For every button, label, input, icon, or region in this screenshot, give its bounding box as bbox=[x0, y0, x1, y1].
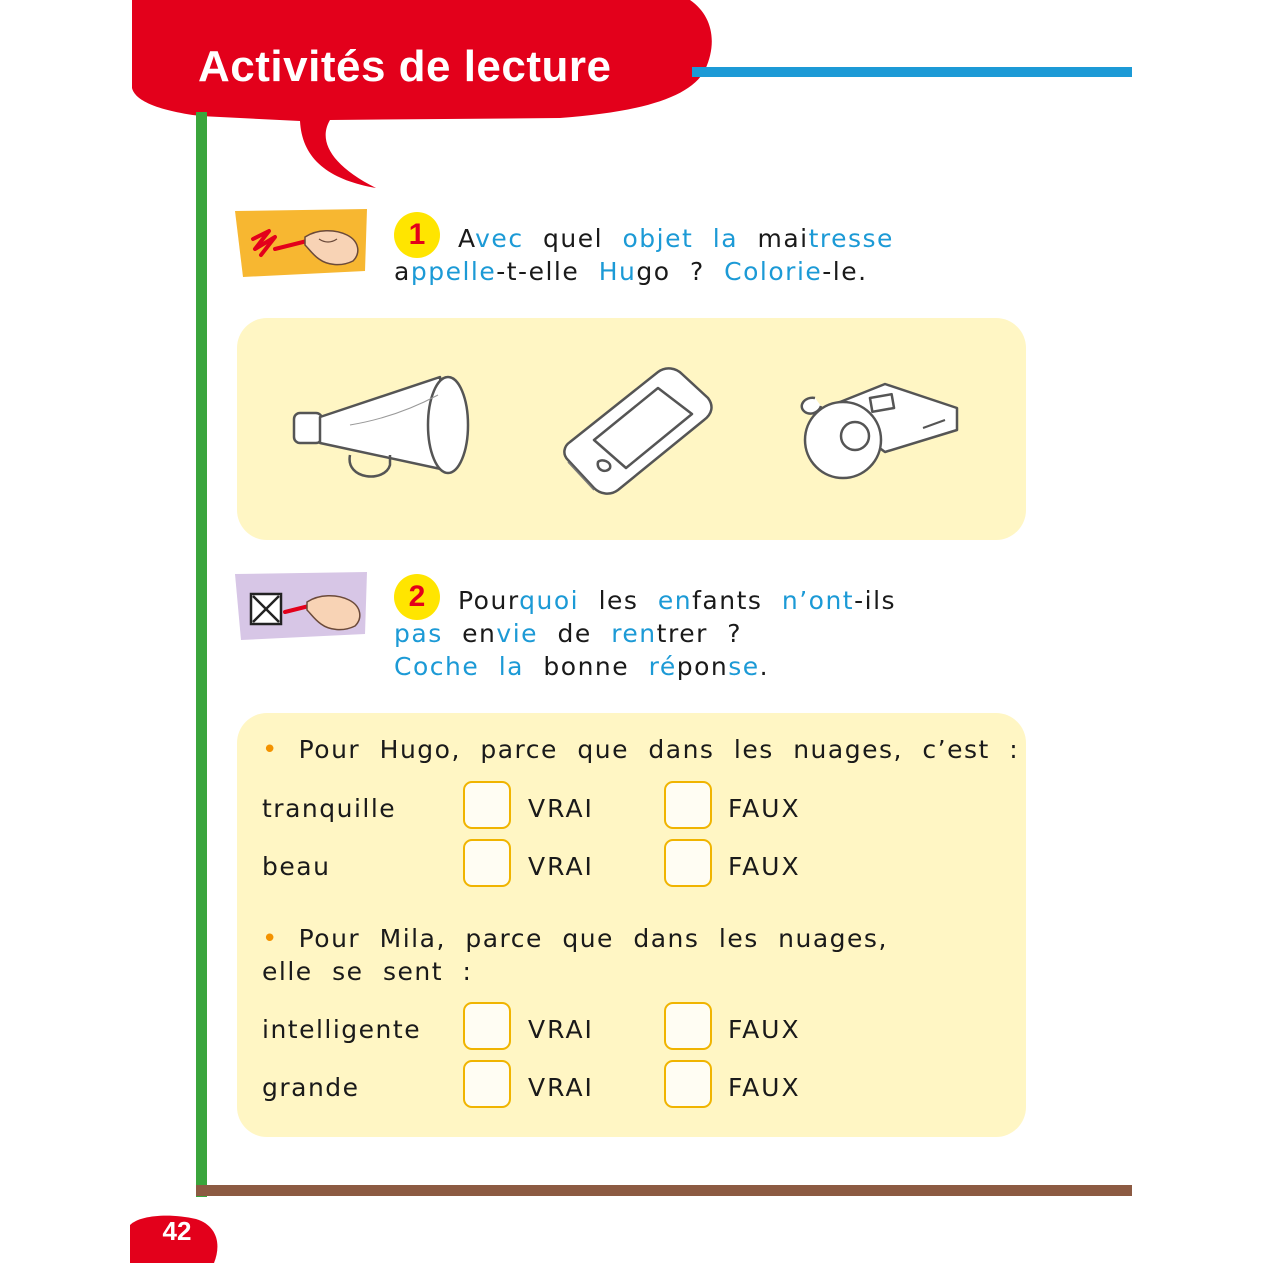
text-segment: ren bbox=[611, 619, 657, 648]
question-2-number: 2 bbox=[394, 574, 440, 620]
statement-hugo bbox=[262, 735, 1019, 765]
bottom-brown-rule bbox=[196, 1185, 1132, 1196]
vrai-checkbox[interactable] bbox=[463, 1002, 511, 1050]
text-segment: -le. bbox=[822, 257, 868, 286]
faux-checkbox[interactable] bbox=[664, 839, 712, 887]
text-segment: n’ont bbox=[781, 586, 855, 615]
text-segment bbox=[693, 224, 712, 253]
text-segment: quel bbox=[523, 224, 623, 253]
question-1-number: 1 bbox=[394, 212, 440, 258]
vrai-label: VRAI bbox=[528, 852, 594, 881]
vrai-label: VRAI bbox=[528, 1015, 594, 1044]
text-segment: la bbox=[498, 652, 524, 681]
header-blue-rule bbox=[692, 67, 1132, 77]
text-segment: se bbox=[728, 652, 760, 681]
text-segment: en bbox=[657, 586, 693, 615]
text-segment: Pour bbox=[458, 586, 520, 615]
page-title: Activités de lecture bbox=[198, 42, 612, 91]
vrai-checkbox[interactable] bbox=[463, 1060, 511, 1108]
text-segment: quoi bbox=[519, 586, 580, 615]
megaphone-icon[interactable] bbox=[290, 365, 475, 490]
text-segment: bonne bbox=[523, 652, 649, 681]
answer-word: tranquille bbox=[262, 794, 397, 823]
text-segment bbox=[479, 652, 498, 681]
answer-word: intelligente bbox=[262, 1015, 422, 1044]
text-segment: pon bbox=[676, 652, 729, 681]
question-1-text-line-2 bbox=[394, 255, 868, 288]
faux-checkbox[interactable] bbox=[664, 1060, 712, 1108]
text-segment: en bbox=[442, 619, 497, 648]
text-segment: Hu bbox=[598, 257, 637, 286]
page-number: 42 bbox=[162, 1216, 192, 1246]
text-segment: -t-elle bbox=[496, 257, 599, 286]
statement-hugo-text: Pour Hugo, parce que dans les nuages, c’est : bbox=[298, 735, 1020, 764]
checkbox-hand-icon bbox=[235, 572, 367, 640]
question-1-text-line-1 bbox=[458, 222, 894, 255]
text-segment: ré bbox=[648, 652, 677, 681]
vrai-label: VRAI bbox=[528, 1073, 594, 1102]
text-segment: go ? bbox=[636, 257, 725, 286]
text-segment: de bbox=[538, 619, 612, 648]
vrai-checkbox[interactable] bbox=[463, 839, 511, 887]
text-segment: tresse bbox=[808, 224, 894, 253]
text-segment: vec bbox=[475, 224, 524, 253]
faux-label: FAUX bbox=[728, 794, 801, 823]
statement-mila-line-1 bbox=[262, 924, 888, 954]
faux-label: FAUX bbox=[728, 1015, 801, 1044]
faux-label: FAUX bbox=[728, 1073, 801, 1102]
title-speech-bubble bbox=[0, 0, 1263, 200]
text-segment: A bbox=[458, 224, 476, 253]
text-segment: . bbox=[759, 652, 770, 681]
faux-label: FAUX bbox=[728, 852, 801, 881]
vrai-checkbox[interactable] bbox=[463, 781, 511, 829]
answer-word: grande bbox=[262, 1073, 360, 1102]
text-segment: a bbox=[394, 257, 411, 286]
phone-icon[interactable] bbox=[558, 362, 718, 497]
text-segment: pas bbox=[394, 619, 443, 648]
bullet-icon: • bbox=[262, 924, 299, 954]
text-segment: fants bbox=[692, 586, 782, 615]
statement-mila-line-2: elle se sent : bbox=[262, 957, 473, 986]
text-segment: mai bbox=[738, 224, 809, 253]
text-segment: Colorie bbox=[724, 257, 823, 286]
question-2-text-line-2 bbox=[394, 617, 742, 650]
bullet-icon: • bbox=[262, 735, 299, 765]
whistle-icon[interactable] bbox=[795, 378, 965, 488]
text-segment: les bbox=[579, 586, 658, 615]
text-segment: objet bbox=[622, 224, 694, 253]
statement-mila-text: Pour Mila, parce que dans les nuages, bbox=[298, 924, 888, 953]
text-segment: Coche bbox=[394, 652, 480, 681]
answer-word: beau bbox=[262, 852, 331, 881]
coloring-hand-icon bbox=[235, 209, 367, 277]
text-segment: -ils bbox=[854, 586, 897, 615]
vrai-label: VRAI bbox=[528, 794, 594, 823]
text-segment: la bbox=[712, 224, 739, 253]
question-2-text-line-3 bbox=[394, 650, 769, 683]
faux-checkbox[interactable] bbox=[664, 781, 712, 829]
text-segment: ppelle bbox=[410, 257, 497, 286]
text-segment: trer ? bbox=[656, 619, 743, 648]
faux-checkbox[interactable] bbox=[664, 1002, 712, 1050]
left-green-rule bbox=[196, 112, 207, 1197]
question-2-text-line-1 bbox=[458, 584, 896, 617]
text-segment: vie bbox=[496, 619, 539, 648]
